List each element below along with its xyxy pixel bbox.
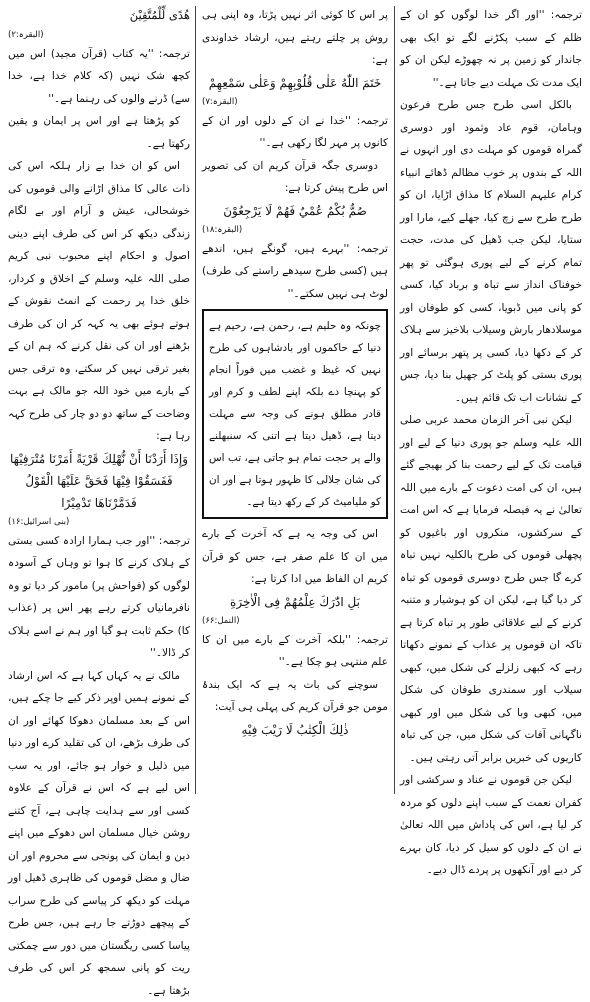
body-paragraph: مالک نے یہ کہاں کہا ہے کہ اس ارشاد کے نمونے ہمیں اوپر ذکر کیے جا چکے ہیں، اس کے بعد مسلمان دھوکا کھائے اور ان کی طرف بڑھے، ان کی تقلید کرے اور دنیا میں ذلیل و خوار ہو جائے، اور یہ سب اس لیے ہے کہ اس نے قرآن کے علاوہ کسی اور سے ہدایت چاہی ہے، آج کتنے روشن خیال مسلمان اس دھوکے میں اپنے دین و ایمان کی پونجی سے محروم اور ان ضال و مضل قوموں کی ظاہری ڈھیل اور مہلت کو دیکھ کر پیاسے کی طرح سراب کے پیچھے دوڑتے جا رہے ہیں، جس طرح پیاسا کسی ریگستان میں دور سے چمکتی ریت کو پانی سمجھ کر اس کی طرف بڑھتا ہے۔ (8, 665, 190, 1002)
body-paragraph: بالکل اسی طرح جس طرح فرعون وہامان، قوم عاد وثمود اور دوسری گمراہ قوموں کو مہلت دی اور انہوں نے اللہ کے بندوں پر خوب مظالم ڈھائے انبیاء کرام علیہم السلام کا مذاق اڑایا، ان کو طرح طرح سے زچ کیا، جھلے کیے، مارا اور ستایا، لیکن جب ڈھیل کی مدت، حجت تمام کرنے کے لیے پوری ہوگئی تو پھر خوفناک انداز سے تباہ و برباد کیا، کسی کو پانی میں ڈبویا، کسی کو طوفان اور موسلادھار بارش وسیلاب بلاخیز سے ہلاک کر کے دکھا دیا، کسی پر پتھر برسائے اور پوری بستی کو پلٹ کر جھیل بنا دیا، جس کے نشانات اب تک قائم ہیں۔ (400, 94, 582, 409)
quran-verse: صُمٌّ بُكْمٌ عُمْيٌ فَهُمْ لَا يَرْجِعُوْنَ (202, 200, 388, 222)
quran-verse: ذٰلِكَ الْكِتٰبُ لَا رَيْبَ فِيْهِ (202, 719, 388, 741)
translation-paragraph: ترجمہ: ''بہرے ہیں، گونگے ہیں، اندھے ہیں (کسی طرح سیدھے راستے کی طرف) لوٹ ہی نہیں سکتے۔'' (202, 238, 388, 306)
verse-reference: (بنی اسرائیل:۱۶) (8, 514, 190, 530)
verse-reference: (البقرہ:۷) (202, 94, 388, 110)
column-middle (202, 4, 388, 796)
body-paragraph: لیکن جن قوموں نے عناد و سرکشی اور کفران نعمت کے سبب اپنے دلوں کو مردہ کر لیا ہے، اس کی پاداش میں اللہ تعالیٰ نے ان کے دلوں کو سیل کر دیا، کان بہرے کر دیے اور آنکھوں پر پردے ڈال دیے۔ (400, 769, 582, 882)
quran-verse: وَإِذَا أَرَدْنَا أَنْ نُّهْلِكَ قَرْيَةً أَمَرْنَا مُتْرَفِيْهَا فَفَسَقُوْا فِيْهَا فَحَقَّ عَلَيْهَا الْقَوْلُ فَدَمَّرْنَاهَا تَدْمِيْرًا (8, 448, 190, 514)
translation-paragraph: ترجمہ: ''یہ کتاب (قرآن مجید) اس میں کچھ شک نہیں (کہ کلام خدا ہے، خدا سے) ڈرنے والوں کی رہنما ہے۔'' (8, 43, 190, 111)
body-paragraph: اس کو ان خدا بے زار ہلکہ اس کی ذات عالی کا مذاق اڑانے والی قوموں کی خوشحالی، عیش و آرام اور بے لگام زندگی دیکھ کر اس کی طرف اپنے دینی اصول و احکام اپنے محبوب نبی کریم صلی اللہ علیہ وسلم کے اخلاق و کردار، خلق خدا پر رحمت کے انمٹ نقوش کے ہوتے ہوئے بھی یہ کہہ کر ان کی طرف بڑھنے اور ان کی نقل کرنے کہ ہم ان کے بغیر ترقی نہیں کر سکتے، وہ ترقی جس کے بارے میں خود اللہ جو مالک ہے بہت وضاحت کے ساتھ دو دو چار کی طرح کہہ رہا ہے: (8, 155, 190, 448)
column-left (8, 4, 190, 796)
column-right (400, 4, 582, 796)
quran-verse: بَلِ ادّٰرَكَ عِلْمُهُمْ فِى الْاٰخِرَةِ (202, 591, 388, 613)
body-paragraph: سوچنے کی بات یہ ہے کہ ایک بندۂ مومن جو قرآن کریم کی پہلی ہی آیت: (202, 674, 388, 719)
verse-reference: (البقرہ:۲) (8, 27, 190, 43)
verse-reference: (البقرہ:۱۸) (202, 222, 388, 238)
quran-verse: خَتَمَ اللّٰهُ عَلٰى قُلُوْبِهِمْ وَعَلٰى سَمْعِهِمْ (202, 72, 388, 94)
body-paragraph: لیکن نبی آخر الزمان محمد عربی صلی اللہ علیہ وسلم جو پوری دنیا کے لیے اور قیامت تک کے لیے رحمت بنا کر بھیجے گئے ہیں، ان کی امت دعوت کے بارے میں اللہ تعالیٰ نے یہ فیصلہ فرمایا ہے کہ اس امت کے سرکشوں، منکروں اور باغیوں کو پچھلی قوموں کی طرح بالکلیہ نہیں تباہ کرے گا جس طرح دوسری قوموں کو تباہ کر دیا گیا ہے، لیکن ان کو ہوشیار و متنبہ کرنے کے لیے علاقائی طور پر تباہ کرتا ہے تاکہ ان قوموں پر عذاب کے نمونے دکھاتا رہے کہ کبھی زلزلے کی شکل میں، کبھی سیلاب اور سمندری طوفان کی شکل میں، کبھی وبا کی شکل میں اور کبھی ناگہانی آفات کی شکل میں، جن کی تباہ کاریوں کی خبریں برابر آتی رہتی ہیں۔ (400, 409, 582, 769)
highlight-text: چونکہ وہ حلیم ہے، رحمن ہے، رحیم ہے دنیا کے حاکموں اور بادشاہوں کی طرح نہیں کہ غیظ و غضب میں فوراً انجام کو پہنچا دے بلکہ اپنے لطف و کرم اور قادر مطلق ہونے کی وجہ سے مہلت دیتا ہے، ڈھیل دیتا ہے اتنی کہ سنبھلنے والے پر حجت تمام ہو جاتی ہے، تب اس کی شان جلالی کا ظہور ہوتا ہے اور ان کو ملیامیٹ کر کے رکھ دیتا ہے۔ (209, 320, 381, 508)
body-paragraph: دوسری جگہ قرآن کریم ان کی تصویر اس طرح پیش کرتا ہے: (202, 155, 388, 200)
body-paragraph: اس کی وجہ یہ ہے کہ آخرت کے بارے میں ان کا علم صفر ہے، جس کو قرآن کریم ان الفاظ میں ادا کرتا ہے: (202, 523, 388, 591)
column-divider (394, 6, 395, 794)
body-paragraph: پر اس کا کوئی اثر نہیں پڑتا، وہ اپنی ہی روش پر چلتے رہتے ہیں، ارشاد خداوندی ہے: (202, 4, 388, 72)
translation-paragraph: ترجمہ: ''اور اگر خدا لوگوں کو ان کے ظلم کے سبب پکڑنے لگے تو ایک بھی جاندار کو زمین پر نہ چھوڑے لیکن ان کو ایک مدت تک مہلت دیے جاتا ہے۔'' (400, 4, 582, 94)
highlight-box (202, 309, 388, 519)
quran-verse: هُدًى لِّلْمُتَّقِيْنَ (8, 4, 190, 27)
body-paragraph: کو پڑھتا ہے اور اس پر ایمان و یقین رکھتا ہے۔ (8, 110, 190, 155)
translation-paragraph: ترجمہ: ''اور جب ہمارا ارادہ کسی بستی کے ہلاک کرنے کا ہوا تو وہاں کے آسودہ لوگوں کو (فواحش پر) مامور کر دیا تو وہ نافرمانیاں کرتے رہے پھر اس پر (عذاب کا) حکم ثابت ہو گیا اور ہم نے اسے ہلاک کر ڈالا۔'' (8, 530, 190, 665)
verse-reference: (النمل:۶۶) (202, 613, 388, 629)
translation-paragraph: ترجمہ: ''خدا نے ان کے دلوں اور ان کے کانوں پر مہر لگا رکھی ہے۔'' (202, 110, 388, 155)
translation-paragraph: ترجمہ: ''بلکہ آخرت کے بارے میں ان کا علم منتہی ہو چکا ہے۔'' (202, 629, 388, 674)
column-divider (195, 6, 196, 794)
